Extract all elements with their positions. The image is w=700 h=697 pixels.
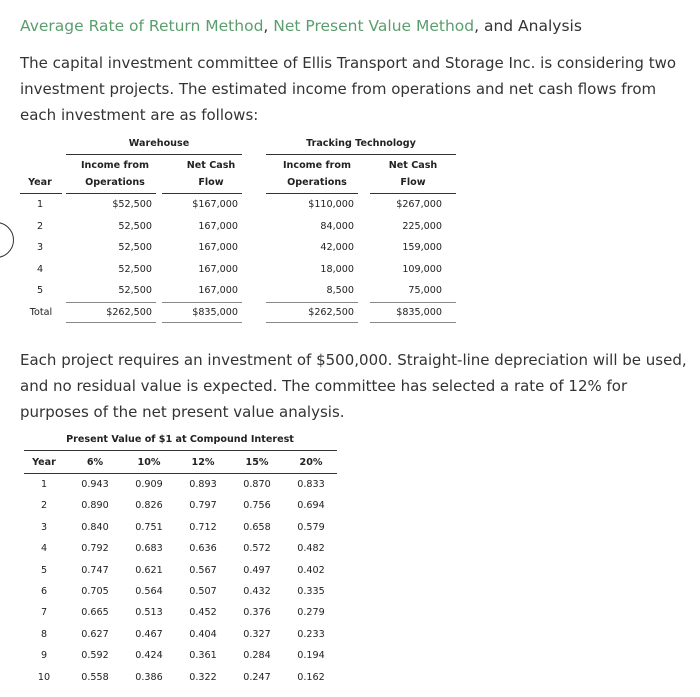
pv-cell: 0.579 [297, 521, 325, 533]
column-header-year: Year [28, 177, 52, 188]
pv-cell: 0.909 [135, 479, 163, 490]
table-cell: 18,000 [320, 263, 354, 275]
pv-column-header: 10% [137, 457, 161, 468]
pv-cell: 0.497 [243, 564, 271, 576]
total-underline [370, 322, 456, 323]
pv-cell: 0.507 [189, 586, 217, 597]
pv-column-header: 6% [86, 457, 104, 468]
pv-cell: 0.247 [243, 671, 271, 683]
column-header: Income from [80, 160, 149, 171]
pv-cell: 0.890 [81, 500, 109, 512]
pv-column-header: 12% [191, 457, 215, 468]
group-header-warehouse: Warehouse [128, 138, 190, 149]
table-cell: 75,000 [408, 285, 442, 296]
pv-cell: 0.567 [189, 564, 217, 576]
table-cell: 52,500 [118, 263, 152, 275]
pv-cell: 0.627 [81, 628, 109, 640]
table-cell: 167,000 [198, 285, 238, 296]
pv-cell: 0.322 [189, 671, 217, 683]
pv-cell: 0.279 [297, 607, 325, 619]
pv-table-title: Present Value of $1 at Compound Interest [66, 434, 294, 445]
pv-cell: 0.564 [135, 586, 163, 597]
pv-cell: 0.797 [189, 500, 217, 512]
pv-cell: 0.621 [135, 564, 163, 576]
pv-column-header: Year [32, 457, 56, 468]
table-cell: $52,500 [112, 199, 152, 210]
total-underline [66, 322, 156, 323]
pv-cell: 0.404 [189, 628, 217, 640]
pv-cell: 0.361 [189, 650, 217, 662]
total-rule [162, 302, 242, 303]
pv-cell-year: 2 [40, 500, 48, 512]
table-cell: 167,000 [198, 263, 238, 275]
table-cell: 42,000 [320, 242, 354, 253]
title-link-average-rate[interactable]: Average Rate of Return Method [20, 17, 264, 35]
table-cell: 167,000 [198, 220, 238, 232]
pv-cell: 0.402 [297, 564, 325, 576]
intro-line: each investment are as follows: [20, 106, 259, 124]
pv-cell: 0.452 [189, 607, 217, 619]
header-rule [266, 193, 358, 194]
pv-cell: 0.870 [243, 479, 271, 490]
pv-cell-year: 5 [40, 564, 48, 576]
pv-column-header: 15% [245, 457, 269, 468]
table-cell: 52,500 [118, 242, 152, 253]
pv-cell-year: 9 [40, 650, 48, 662]
column-header: Flow [400, 177, 426, 188]
pv-cell-year: 6 [40, 586, 48, 597]
pv-cell: 0.826 [135, 500, 163, 512]
pv-cell: 0.467 [135, 628, 163, 640]
table-cell: 167,000 [198, 242, 238, 253]
table-cell-total: $262,500 [308, 307, 354, 318]
table-cell: 159,000 [402, 242, 442, 253]
group-rule-warehouse [66, 154, 242, 155]
column-header: Income from [282, 160, 351, 171]
table-cell-total: $835,000 [192, 307, 238, 318]
pv-cell: 0.335 [297, 586, 325, 597]
column-header: Net Cash [186, 160, 236, 171]
body-line: and no residual value is expected. The committee has selected a rate of 12% for [20, 377, 628, 395]
page-title [20, 17, 582, 35]
table-cell-total-label: Total [29, 307, 53, 318]
pv-cell: 0.194 [297, 650, 325, 662]
intro-paragraph [20, 50, 700, 128]
pv-cell: 0.162 [297, 671, 325, 683]
table-cell: 52,500 [118, 220, 152, 232]
pv-title-rule [24, 450, 337, 451]
group-header-tracking: Tracking Technology [306, 138, 416, 149]
total-rule [66, 302, 156, 303]
pv-cell: 0.840 [81, 521, 109, 533]
pv-cell: 0.705 [81, 586, 109, 597]
column-header: Net Cash [388, 160, 438, 171]
table-cell: $267,000 [396, 199, 442, 210]
pv-cell: 0.756 [243, 500, 271, 512]
column-header: Flow [198, 177, 224, 188]
pv-cell: 0.665 [81, 607, 109, 619]
table-cell-total: $835,000 [396, 307, 442, 318]
pv-cell: 0.658 [243, 521, 271, 533]
table-cell: $110,000 [308, 199, 354, 210]
title-suffix: , and Analysis [474, 17, 582, 35]
table-cell-year: 2 [36, 220, 44, 232]
pv-cell-year: 4 [40, 543, 48, 555]
header-rule [162, 193, 242, 194]
pv-cell: 0.482 [297, 543, 325, 555]
pv-cell-year: 7 [40, 607, 48, 619]
table-cell: 52,500 [118, 285, 152, 296]
pv-cell: 0.284 [243, 650, 271, 662]
table-cell-year: 1 [36, 199, 44, 210]
pv-cell: 0.893 [189, 479, 217, 490]
total-rule [370, 302, 456, 303]
pv-column-header: 20% [299, 457, 323, 468]
pv-cell: 0.558 [81, 671, 109, 683]
body-line: Each project requires an investment of $500,000. Straight-line depreciation will be used, [20, 351, 687, 369]
table-cell: $167,000 [192, 199, 238, 210]
intro-line: The capital investment committee of Ellis Transport and Storage Inc. is considering two [20, 54, 677, 72]
pv-header-rule [24, 473, 337, 474]
header-rule [370, 193, 456, 194]
table-cell: 8,500 [326, 285, 354, 296]
column-header: Operations [287, 177, 347, 188]
pv-cell: 0.683 [135, 543, 163, 555]
title-separator: , [263, 17, 274, 35]
pv-cell: 0.327 [243, 628, 271, 640]
body-line: purposes of the net present value analysis. [20, 403, 345, 421]
column-header: Operations [85, 177, 145, 188]
table-cell-year: 5 [36, 285, 44, 296]
total-underline [266, 322, 358, 323]
pv-cell: 0.233 [297, 628, 325, 640]
pv-cell-year: 8 [40, 628, 48, 640]
body-paragraph [20, 347, 700, 425]
table-cell: 84,000 [320, 220, 354, 232]
pv-cell: 0.712 [189, 521, 217, 533]
pv-cell: 0.386 [135, 671, 163, 683]
table-cell: 109,000 [402, 263, 442, 275]
table-cell-year: 4 [36, 263, 44, 275]
pv-cell: 0.751 [135, 521, 163, 533]
pv-cell-year: 1 [40, 479, 48, 490]
total-underline [162, 322, 242, 323]
title-link-npv[interactable]: Net Present Value Method [273, 17, 475, 35]
table-cell-year: 3 [36, 242, 44, 253]
pv-cell: 0.833 [297, 479, 325, 490]
pv-cell-year: 10 [37, 671, 51, 683]
intro-line: investment projects. The estimated income from operations and net cash flows from [20, 80, 657, 98]
pv-cell: 0.592 [81, 650, 109, 662]
pv-cell: 0.432 [243, 586, 271, 597]
total-rule [266, 302, 358, 303]
pv-cell: 0.636 [189, 543, 217, 555]
pv-cell: 0.943 [81, 479, 109, 490]
table-cell: 225,000 [402, 220, 442, 232]
pv-cell: 0.572 [243, 543, 271, 555]
pv-cell: 0.424 [135, 650, 163, 662]
header-rule [66, 193, 156, 194]
pv-cell: 0.792 [81, 543, 109, 555]
group-rule-tracking [266, 154, 456, 155]
pv-cell: 0.376 [243, 607, 271, 619]
pv-cell: 0.694 [297, 500, 325, 512]
header-rule [20, 193, 62, 194]
pv-cell-year: 3 [40, 521, 48, 533]
table-cell-total: $262,500 [106, 307, 152, 318]
pv-cell: 0.513 [135, 607, 163, 619]
nav-circle-button[interactable] [0, 222, 14, 258]
pv-cell: 0.747 [81, 564, 109, 576]
